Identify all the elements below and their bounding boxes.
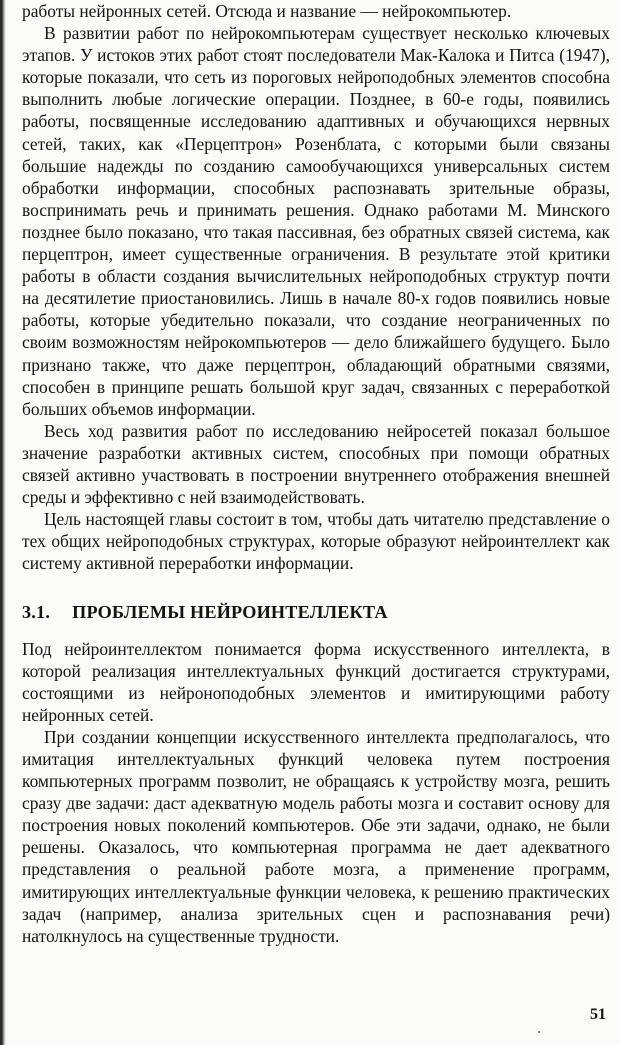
section-title: ПРОБЛЕМЫ НЕЙРОИНТЕЛЛЕКТА xyxy=(72,602,388,623)
paragraph-history: В развитии работ по нейрокомпьютерам существует несколько ключевых этапов. У истоков этих работ стоят последователи Мак-Калока и Питса (1947), которые показали, что сеть из пороговых нейроподобных элементов способна выполнить любые логические операции. Позднее, в 60-е годы, появились работы, посвященные исследованию адаптивных и обучающихся нервных сетей, таких, как «Перцептрон» Розенблата, с которыми были связаны большие надежды по созданию самообучающихся универсальных систем обработки информации, способных распознавать зрительные образы, воспринимать речь и принимать решения. Однако работами М. Минского позднее было показано, что такая пассивная, без обратных связей система, как перцептрон, имеет существенные ограничения. В результате этой критики работы в области создания вычислительных нейроподобных структур почти на десятилетие приостановились. Лишь в начале 80-х годов появились новые работы, которые убедительно показали, что создание неограниченных по своим возможностям нейрокомпьютеров — дело ближайшего будущего. Было признано также, что даже перцептрон, обладающий обратными связями, способен в принципе решать большой круг задач, связанных с переработкой больших объемов информации. xyxy=(22,23,610,419)
paragraph-definition: Под нейроинтеллектом понимается форма искусственного интеллекта, в которой реализация интеллектуальных функций достигается структурами, состоящими из нейроноподобных элементов и имитирующими работу нейронных сетей. xyxy=(22,638,610,725)
section-heading xyxy=(22,601,610,623)
paragraph-ai-concept: При создании концепции искусственного интеллекта предполагалось, что имитация интеллектуальных функций человека путем построения компьютерных программ позволит, не обращаясь к устройству мозга, решить сразу две задачи: даст адекватную модель работы мозга и составит основу для построения новых поколений компьютеров. Обе эти задачи, однако, не были решены. Оказалось, что компьютерная программа не дает адекватного представления о реальной работе мозга, а применение программ, имитирующих интеллектуальные функции человека, к решению практических задач (например, анализа зрительных сцен и распознавания речи) натолкнулось на существенные трудности. xyxy=(22,726,610,946)
print-speck xyxy=(538,1031,540,1033)
section-number: 3.1. xyxy=(22,602,51,623)
page-number: 51 xyxy=(590,1006,606,1023)
paragraph-active-systems: Весь ход развития работ по исследованию нейросетей показал большое значение разработки активных систем, способных при помощи обратных связей активно участвовать в построении внутреннего отображения внешней среды и эффективно с ней взаимодействовать. xyxy=(22,420,610,508)
scan-edge-shadow xyxy=(0,0,6,1045)
paragraph-continuation: работы нейронных сетей. Отсюда и название — нейрокомпьютер. xyxy=(22,1,512,21)
page-body xyxy=(22,0,610,947)
paragraph-chapter-goal: Цель настоящей главы состоит в том, чтобы дать читателю представление о тех общих нейроподобных структурах, которые образуют нейроинтеллект как систему активной переработки информации. xyxy=(22,509,610,574)
